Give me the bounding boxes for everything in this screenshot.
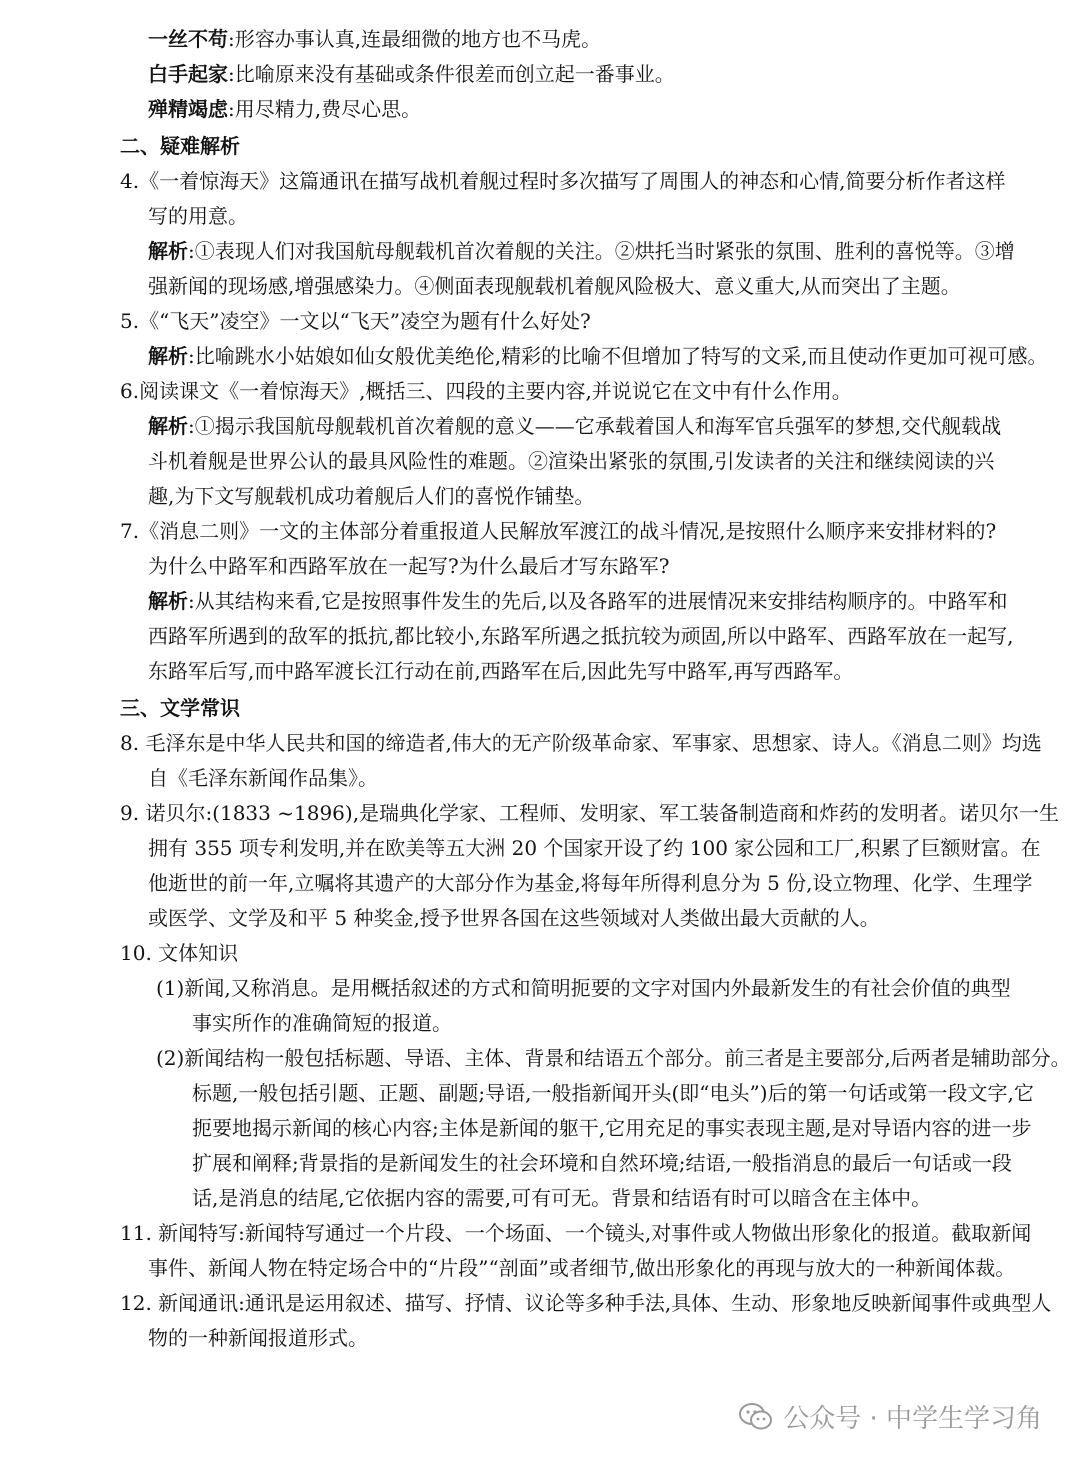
term: 殚精竭虑 xyxy=(148,97,228,121)
watermark-text: 公众号 · 中学生学习角 xyxy=(783,1404,1042,1434)
answer-text: :①表现人们对我国航母舰载机首次着舰的关注。②烘托当时紧张的氛围、胜利的喜悦等。③增 xyxy=(188,239,1015,263)
item-9-cont: 拥有 355 项专利发明,并在欧美等五大洲 20 个国家开设了约 100 家公园和工厂,积累了巨额财富。在 xyxy=(148,836,1041,860)
answer-text: :①揭示我国航母舰载机首次着舰的意义——它承载着国人和海军官兵强军的梦想,交代舰载战 xyxy=(188,414,1002,438)
answer-label: 解析 xyxy=(148,589,188,613)
question-7-cont: 为什么中路军和西路军放在一起写?为什么最后才写东路军? xyxy=(148,554,670,578)
item-10-sub2-cont: 扼要地揭示新闻的核心内容;主体是新闻的躯干,它用充足的事实表现主题,是对导语内容的进一步 xyxy=(192,1116,1032,1140)
item-10-sub2-cont: 扩展和阐释;背景指的是新闻发生的社会环境和自然环境;结语,一般指消息的最后一句话或一段 xyxy=(192,1151,1012,1175)
item-10-sub2-cont: 话,是消息的结尾,它依据内容的需要,可有可无。背景和结语有时可以暗含在主体中。 xyxy=(192,1186,932,1210)
answer-6-cont: 斗机着舰是世界公认的最具风险性的难题。②渲染出紧张的氛围,引发读者的关注和继续阅读的兴 xyxy=(148,449,995,473)
item-8: 8. 毛泽东是中华人民共和国的缔造者,伟大的无产阶级革命家、军事家、思想家、诗人。《消息二则》均选 xyxy=(120,731,1042,755)
item-9: 9. 诺贝尔:(1833 ~1896),是瑞典化学家、工程师、发明家、军工装备制造商和炸药的发明者。诺贝尔一生 xyxy=(120,801,1060,825)
term: 一丝不苟 xyxy=(148,27,228,51)
term: 白手起家 xyxy=(148,62,228,86)
item-11: 11. 新闻特写:新闻特写通过一个片段、一个场面、一个镜头,对事件或人物做出形象化的报道。截取新闻 xyxy=(120,1221,1032,1245)
question-7: 7.《消息二则》一文的主体部分着重报道人民解放军渡江的战斗情况,是按照什么顺序来安排材料的? xyxy=(120,519,997,543)
item-8-cont: 自《毛泽东新闻作品集》。 xyxy=(148,766,378,790)
item-10-sub1-cont: 事实所作的准确简短的报道。 xyxy=(192,1011,452,1035)
answer-label: 解析 xyxy=(148,239,188,263)
wechat-icon xyxy=(739,1402,773,1432)
entry-baishouqijia xyxy=(120,57,1050,92)
entry-danjingjielv xyxy=(120,92,1050,127)
entry-yisibugou xyxy=(120,22,1050,57)
item-10-sub2-cont: 标题,一般包括引题、正题、副题;导语,一般指新闻开头(即“电头”)后的第一句话或第一段文字,它 xyxy=(192,1081,1034,1105)
answer-label: 解析 xyxy=(148,344,188,368)
definition: :比喻原来没有基础或条件很差而创立起一番事业。 xyxy=(228,62,675,86)
answer-label: 解析 xyxy=(148,414,188,438)
answer-4 xyxy=(120,234,1050,269)
answer-6-cont: 趣,为下文写舰载机成功着舰后人们的喜悦作铺垫。 xyxy=(148,484,595,508)
item-11-cont: 事件、新闻人物在特定场合中的“片段”“剖面”或者细节,做出形象化的再现与放大的一种新闻体裁。 xyxy=(148,1256,1016,1280)
answer-6 xyxy=(120,409,1050,444)
definition: :用尽精力,费尽心思。 xyxy=(228,97,422,121)
answer-text: :从其结构来看,它是按照事件发生的先后,以及各路军的进展情况来安排结构顺序的。中路军和 xyxy=(188,589,1008,613)
question-4: 4.《一着惊海天》这篇通讯在描写战机着舰过程时多次描写了周围人的神态和心情,简要分析作者这样 xyxy=(120,169,1006,193)
answer-7-cont: 东路军后写,而中路军渡长江行动在前,西路军在后,因此先写中路军,再写西路军。 xyxy=(148,659,854,683)
answer-4-cont: 强新闻的现场感,增强感染力。④侧面表现舰载机着舰风险极大、意义重大,从而突出了主题。 xyxy=(148,274,961,298)
watermark xyxy=(739,1398,1042,1435)
definition: :形容办事认真,连最细微的地方也不马虎。 xyxy=(228,27,602,51)
section-heading-3: 三、文学常识 xyxy=(120,696,240,720)
answer-5 xyxy=(120,339,1050,374)
question-4-cont: 写的用意。 xyxy=(148,204,248,228)
section-heading-2: 二、疑难解析 xyxy=(120,134,240,158)
item-12-cont: 物的一种新闻报道形式。 xyxy=(148,1326,368,1350)
item-9-cont: 他逝世的前一年,立嘱将其遗产的大部分作为基金,将每年所得利息分为 5 份,设立物理、化学、生理学 xyxy=(148,871,1033,895)
item-10-sub2: (2)新闻结构一般包括标题、导语、主体、背景和结语五个部分。前三者是主要部分,后两者是辅助部分。 xyxy=(156,1046,1071,1070)
answer-7 xyxy=(120,584,1050,619)
question-6: 6.阅读课文《一着惊海天》,概括三、四段的主要内容,并说说它在文中有什么作用。 xyxy=(120,379,852,403)
item-12: 12. 新闻通讯:通讯是运用叙述、描写、抒情、议论等多种手法,具体、生动、形象地反映新闻事件或典型人 xyxy=(120,1291,1052,1315)
item-9-cont: 或医学、文学及和平 5 种奖金,授予世界各国在这些领域对人类做出最大贡献的人。 xyxy=(148,906,880,930)
answer-7-cont: 西路军所遇到的敌军的抵抗,都比较小,东路军所遇之抵抗较为顽固,所以中路军、西路军放在一起写, xyxy=(148,624,1014,648)
answer-text: :比喻跳水小姑娘如仙女般优美绝伦,精彩的比喻不但增加了特写的文采,而且使动作更加可视可感。 xyxy=(188,344,1048,368)
item-10-sub1: (1)新闻,又称消息。是用概括叙述的方式和简明扼要的文字对国内外最新发生的有社会价值的典型 xyxy=(156,976,1011,1000)
item-10-title: 10. 文体知识 xyxy=(120,941,239,965)
question-5: 5.《“飞天”凌空》一文以“飞天”凌空为题有什么好处? xyxy=(120,309,591,333)
